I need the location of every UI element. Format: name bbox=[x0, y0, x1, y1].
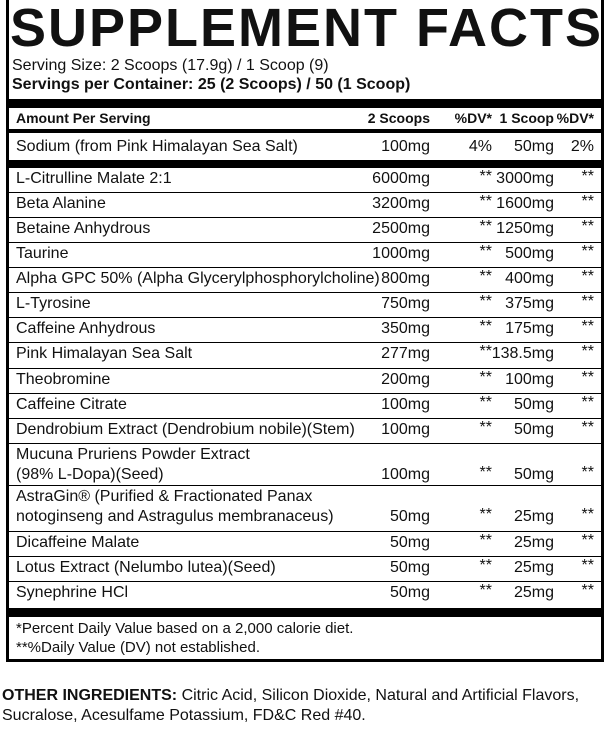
amount-1-scoop: 50mg bbox=[513, 396, 554, 413]
dv-1-scoop: ** bbox=[581, 243, 594, 260]
dv-1-scoop: ** bbox=[581, 557, 594, 574]
dv-1-scoop: ** bbox=[581, 464, 594, 481]
ingredient-row bbox=[6, 421, 604, 441]
dv-1-scoop: ** bbox=[581, 506, 594, 523]
dv-2-scoops: ** bbox=[479, 394, 492, 411]
ingredient-row bbox=[6, 270, 604, 290]
dv-2-scoops: ** bbox=[479, 582, 492, 599]
ingredient-name: Alpha GPC 50% (Alpha Glycerylphosphorylcholine) bbox=[16, 270, 380, 287]
ingredient-row bbox=[6, 534, 604, 554]
amount-2-scoops: 100mg bbox=[381, 396, 430, 413]
dv-1-scoop: ** bbox=[581, 218, 594, 235]
sodium-row bbox=[6, 138, 604, 158]
ingredient-row bbox=[6, 584, 604, 604]
dv-2-scoops: ** bbox=[479, 193, 492, 210]
ingredient-name: Synephrine HCl bbox=[16, 584, 129, 601]
row-divider bbox=[6, 393, 604, 394]
ingredient-row bbox=[6, 245, 604, 265]
amount-2-scoops: 50mg bbox=[389, 559, 430, 576]
amount-2-scoops: 50mg bbox=[389, 584, 430, 601]
ingredient-name-line2: (98% L-Dopa)(Seed) bbox=[16, 466, 164, 483]
dv-2-scoops: ** bbox=[479, 168, 492, 185]
row-divider bbox=[6, 418, 604, 419]
amount-2-scoops: 350mg bbox=[381, 320, 430, 337]
dv-2-scoops: ** bbox=[479, 557, 492, 574]
dv-2-scoops: 4% bbox=[468, 138, 492, 155]
amount-1-scoop: 500mg bbox=[505, 245, 554, 262]
dv-1-scoop: ** bbox=[581, 343, 594, 360]
ingredient-row bbox=[6, 295, 604, 315]
amount-header: Amount Per Serving bbox=[16, 110, 151, 126]
thick-divider bbox=[6, 608, 604, 617]
dv-1-scoop: ** bbox=[581, 394, 594, 411]
other-ingredients-label: OTHER INGREDIENTS: bbox=[2, 687, 178, 704]
dv-1-scoop: ** bbox=[581, 268, 594, 285]
ingredient-row bbox=[6, 446, 604, 484]
ingredient-name: L-Citrulline Malate 2:1 bbox=[16, 170, 172, 187]
dv-1-scoop: 2% bbox=[570, 138, 594, 155]
amount-1-scoop: 375mg bbox=[505, 295, 554, 312]
ingredient-row bbox=[6, 345, 604, 365]
amount-2-scoops: 100mg bbox=[381, 421, 430, 438]
dv-2-scoops: ** bbox=[479, 268, 492, 285]
column-header bbox=[6, 108, 604, 128]
serving-size: Serving Size: 2 Scoops (17.9g) / 1 Scoop (9) bbox=[12, 57, 329, 74]
amount-1-scoop: 1600mg bbox=[496, 195, 554, 212]
ingredient-row bbox=[6, 559, 604, 579]
ingredient-name-line2: notoginseng and Astragulus membranaceus) bbox=[16, 508, 334, 525]
amount-2-scoops: 100mg bbox=[381, 466, 430, 483]
dv-2-scoops: ** bbox=[479, 464, 492, 481]
amount-1-scoop: 175mg bbox=[505, 320, 554, 337]
amount-2-scoops: 1000mg bbox=[372, 245, 430, 262]
row-divider bbox=[6, 556, 604, 557]
amount-2-scoops: 6000mg bbox=[372, 170, 430, 187]
dv-1-scoop: ** bbox=[581, 532, 594, 549]
ingredient-name: Mucuna Pruriens Powder Extract bbox=[16, 446, 250, 463]
amount-2-scoops: 3200mg bbox=[372, 195, 430, 212]
amount-2-scoops: 100mg bbox=[381, 138, 430, 155]
ingredient-row bbox=[6, 170, 604, 190]
thick-divider bbox=[6, 160, 604, 168]
dv-2-scoops: ** bbox=[479, 419, 492, 436]
ingredient-name: Theobromine bbox=[16, 371, 111, 388]
dv-1-scoop: ** bbox=[581, 318, 594, 335]
amount-2-scoops: 50mg bbox=[389, 534, 430, 551]
dv-2-scoops: ** bbox=[479, 293, 492, 310]
dv-2-scoops: ** bbox=[479, 318, 492, 335]
amount-1-scoop: 400mg bbox=[505, 270, 554, 287]
dv-1-scoop: ** bbox=[581, 419, 594, 436]
dv-2-scoops: ** bbox=[479, 343, 492, 360]
dv-1-scoop: ** bbox=[581, 582, 594, 599]
ingredient-name: Lotus Extract (Nelumbo lutea)(Seed) bbox=[16, 559, 276, 576]
dv-1-scoop: ** bbox=[581, 168, 594, 185]
amount-2-scoops: 277mg bbox=[381, 345, 430, 362]
panel-title: SUPPLEMENT FACTS bbox=[10, 0, 604, 58]
col-2-scoops-header: 2 Scoops bbox=[367, 110, 430, 126]
other-ingredients bbox=[2, 686, 608, 726]
row-divider bbox=[6, 368, 604, 369]
ingredient-row bbox=[6, 371, 604, 391]
header-divider bbox=[6, 129, 604, 133]
row-divider bbox=[6, 581, 604, 582]
row-divider bbox=[6, 531, 604, 532]
row-divider bbox=[6, 443, 604, 444]
ingredient-row bbox=[6, 320, 604, 340]
amount-1-scoop: 100mg bbox=[505, 371, 554, 388]
amount-1-scoop: 25mg bbox=[513, 584, 554, 601]
ingredient-name: Sodium (from Pink Himalayan Sea Salt) bbox=[16, 138, 298, 155]
row-divider bbox=[6, 292, 604, 293]
amount-1-scoop: 3000mg bbox=[496, 170, 554, 187]
row-divider bbox=[6, 192, 604, 193]
amount-2-scoops: 750mg bbox=[381, 295, 430, 312]
row-divider bbox=[6, 485, 604, 486]
ingredient-row bbox=[6, 220, 604, 240]
amount-2-scoops: 800mg bbox=[381, 270, 430, 287]
ingredient-name: Betaine Anhydrous bbox=[16, 220, 151, 237]
ingredient-row bbox=[6, 488, 604, 526]
dv-2-scoops: ** bbox=[479, 218, 492, 235]
ingredient-name: Beta Alanine bbox=[16, 195, 106, 212]
amount-2-scoops: 50mg bbox=[389, 508, 430, 525]
amount-1-scoop: 50mg bbox=[513, 421, 554, 438]
ingredient-row bbox=[6, 195, 604, 215]
col-dv2-header: %DV* bbox=[556, 110, 594, 126]
amount-1-scoop: 50mg bbox=[513, 466, 554, 483]
dv-2-scoops: ** bbox=[479, 506, 492, 523]
ingredient-name: Taurine bbox=[16, 245, 69, 262]
row-divider bbox=[6, 342, 604, 343]
ingredient-row bbox=[6, 396, 604, 416]
footnote-dv: *Percent Daily Value based on a 2,000 calorie diet. bbox=[16, 620, 354, 637]
ingredient-name: Dicaffeine Malate bbox=[16, 534, 140, 551]
thick-divider bbox=[6, 99, 604, 108]
dv-2-scoops: ** bbox=[479, 243, 492, 260]
row-divider bbox=[6, 267, 604, 268]
amount-2-scoops: 200mg bbox=[381, 371, 430, 388]
dv-2-scoops: ** bbox=[479, 532, 492, 549]
dv-2-scoops: ** bbox=[479, 369, 492, 386]
ingredient-name: Dendrobium Extract (Dendrobium nobile)(Stem) bbox=[16, 421, 355, 438]
ingredient-name: Caffeine Anhydrous bbox=[16, 320, 156, 337]
dv-1-scoop: ** bbox=[581, 369, 594, 386]
ingredient-name: Caffeine Citrate bbox=[16, 396, 127, 413]
row-divider bbox=[6, 217, 604, 218]
amount-1-scoop: 138.5mg bbox=[491, 345, 554, 362]
amount-1-scoop: 25mg bbox=[513, 559, 554, 576]
col-dv-header: %DV* bbox=[454, 110, 492, 126]
other-ingredients-text: Citric Acid, Silicon Dioxide, Natural and Artificial Flavors, Sucralose, Acesulfame Potassium, FD&C Red #40. bbox=[2, 687, 580, 724]
amount-1-scoop: 25mg bbox=[513, 508, 554, 525]
servings-per-container: Servings per Container: 25 (2 Scoops) / 50 (1 Scoop) bbox=[12, 76, 411, 93]
row-divider bbox=[6, 242, 604, 243]
amount-1-scoop: 50mg bbox=[513, 138, 554, 155]
row-divider bbox=[6, 317, 604, 318]
footnote-not-established: **%Daily Value (DV) not established. bbox=[16, 639, 261, 656]
dv-1-scoop: ** bbox=[581, 193, 594, 210]
ingredient-name: L-Tyrosine bbox=[16, 295, 91, 312]
ingredient-name: Pink Himalayan Sea Salt bbox=[16, 345, 193, 362]
col-1-scoop-header: 1 Scoop bbox=[499, 110, 554, 126]
amount-1-scoop: 25mg bbox=[513, 534, 554, 551]
dv-1-scoop: ** bbox=[581, 293, 594, 310]
amount-1-scoop: 1250mg bbox=[496, 220, 554, 237]
ingredient-name: AstraGin® (Purified & Fractionated Panax bbox=[16, 488, 313, 505]
amount-2-scoops: 2500mg bbox=[372, 220, 430, 237]
